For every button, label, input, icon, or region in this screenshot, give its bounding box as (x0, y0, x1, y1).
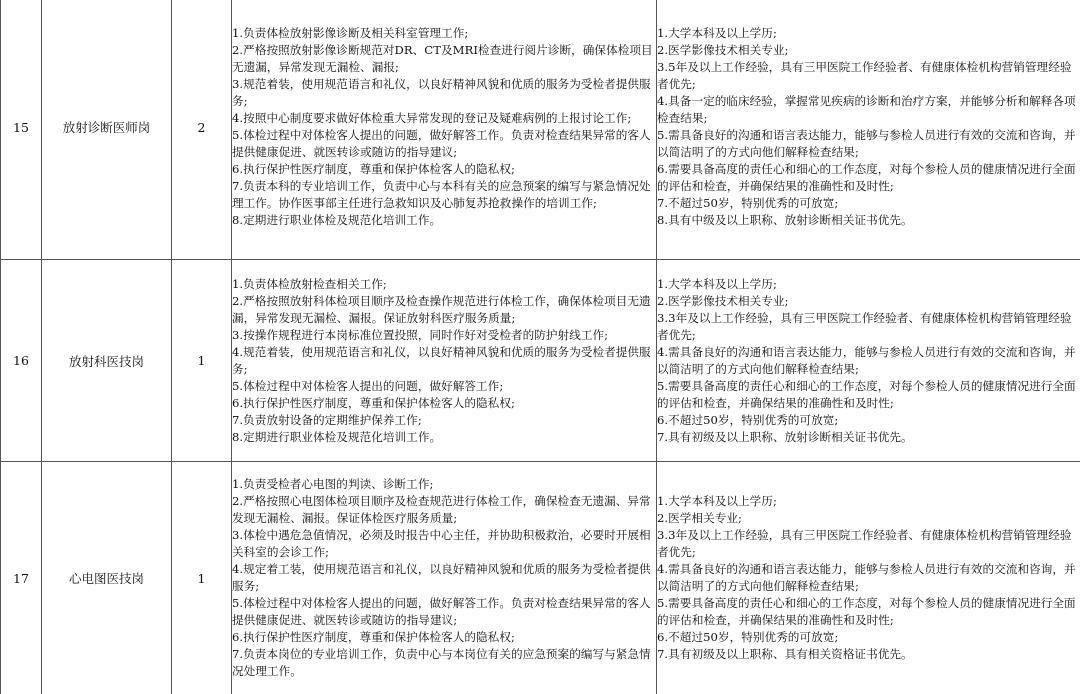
duty-item: 4.规定着工装，使用规范语言和礼仪，以良好精神风貌和优质的服务为受检者提供服务; (232, 562, 651, 593)
duty-item: 1.负责受检者心电图的判读、诊断工作; (232, 477, 434, 491)
job-duties-list (232, 276, 656, 446)
row-number: 17 (1, 462, 42, 694)
position-name: 放射诊断医师岗 (42, 0, 172, 260)
requirement-item: 4.具备一定的临床经验，掌握常见疾病的诊断和治疗方案，并能够分析和解释各项检查结果; (657, 94, 1076, 125)
duty-item: 7.负责本科的专业培训工作，负责中心与本科有关的应急预案的编写与紧急情况处理工作。协作医事部主任进行急救知识及心肺复苏抢救操作的培训工作; (232, 179, 651, 210)
duty-item: 5.体检过程中对体检客人提出的问题，做好解答工作; (232, 378, 504, 393)
job-requirements-cell (657, 260, 1080, 462)
requirement-item: 7.不超过50岁，特别优秀的可放宽; (657, 196, 839, 210)
duty-item: 1.负责体检放射影像诊断及相关科室管理工作; (232, 26, 469, 40)
requirement-item: 5.需具备良好的沟通和语言表达能力，能够与参检人员进行有效的交流和咨询，并以简洁明了的方式向他们解释检查结果; (657, 128, 1076, 159)
duty-item: 3.按操作规程进行本岗标准位置投照，同时作好对受检者的防护射线工作; (232, 327, 609, 342)
duty-item: 6.执行保护性医疗制度，尊重和保护体检客人的隐私权; (232, 630, 515, 644)
requirement-item: 3.3年及以上工作经验，具有三甲医院工作经验者、有健康体检机构营销管理经验者优先; (657, 528, 1072, 559)
duty-item: 2.严格按照心电图体检项目顺序及检查规范进行体检工作，确保检查无遗漏、异常发现无漏检、漏报。保证体检医疗服务质量; (232, 494, 651, 525)
row-number: 16 (1, 260, 42, 462)
requirement-item: 1.大学本科及以上学历; (657, 26, 777, 40)
headcount: 2 (172, 0, 232, 260)
requirement-item: 1.大学本科及以上学历; (657, 494, 777, 508)
headcount: 1 (172, 462, 232, 694)
requirement-item: 5.需要具备高度的责任心和细心的工作态度，对每个参检人员的健康情况进行全面的评估和检查，并确保结果的准确性和及时性; (657, 378, 1076, 410)
job-requirements-list (657, 493, 1080, 663)
requirement-item: 6.不超过50岁，特别优秀的可放宽; (657, 630, 839, 644)
duty-item: 8.定期进行职业体检及规范化培训工作。 (232, 429, 442, 444)
requirement-item: 4.需具备良好的沟通和语言表达能力，能够与参检人员进行有效的交流和咨询，并以简洁明了的方式向他们解释检查结果; (657, 562, 1076, 593)
requirement-item: 2.医学相关专业; (657, 511, 742, 525)
requirement-item: 5.需要具备高度的责任心和细心的工作态度，对每个参检人员的健康情况进行全面的评估和检查，并确保结果的准确性和及时性; (657, 596, 1076, 627)
duty-item: 5.体检过程中对体检客人提出的问题，做好解答工作。负责对检查结果异常的客人提供健康促进、就医转诊或随访的指导建议; (232, 128, 651, 159)
requirement-item: 3.5年及以上工作经验，具有三甲医院工作经验者、有健康体检机构营销管理经验者优先; (657, 60, 1072, 91)
job-requirements-list (657, 25, 1080, 229)
requirement-item: 6.不超过50岁，特别优秀的可放宽; (657, 412, 839, 427)
job-duties-cell (232, 462, 657, 694)
job-requirements-cell (657, 462, 1080, 694)
requirement-item: 2.医学影像技术相关专业; (657, 293, 789, 308)
requirement-item: 6.需要具备高度的责任心和细心的工作态度，对每个参检人员的健康情况进行全面的评估和检查，并确保结果的准确性和及时性; (657, 162, 1076, 193)
table-row (1, 462, 1080, 694)
job-duties-cell (232, 0, 657, 260)
table-row (1, 260, 1080, 462)
headcount: 1 (172, 260, 232, 462)
table-row (1, 0, 1080, 260)
duty-item: 8.定期进行职业体检及规范化培训工作。 (232, 213, 442, 227)
requirement-item: 7.具有初级及以上职称、具有相关资格证书优先。 (657, 647, 913, 661)
duty-item: 3.规范着装，使用规范语言和礼仪，以良好精神风貌和优质的服务为受检者提供服务; (232, 77, 651, 108)
requirement-item: 3.3年及以上工作经验，具有三甲医院工作经验者、有健康体检机构营销管理经验者优先; (657, 310, 1072, 342)
duty-item: 2.严格按照放射科体检项目顺序及检查操作规范进行体检工作，确保体检项目无遗漏，异常发现无漏检、漏报。保证放射科医疗服务质量; (232, 293, 651, 325)
duty-item: 4.按照中心制度要求做好体检重大异常发现的登记及疑难病例的上报讨论工作; (232, 111, 632, 125)
duty-item: 7.负责放射设备的定期维护保养工作; (232, 412, 422, 427)
job-requirements-cell (657, 0, 1080, 260)
requirement-item: 2.医学影像技术相关专业; (657, 43, 789, 57)
row-number: 15 (1, 0, 42, 260)
duty-item: 3.体检中遇危急值情况，必须及时报告中心主任，并协助积极救治，必要时开展相关科室的会诊工作; (232, 528, 651, 559)
duty-item: 4.规范着装，使用规范语言和礼仪，以良好精神风貌和优质的服务为受检者提供服务; (232, 344, 651, 376)
duty-item: 7.负责本岗位的专业培训工作，负责中心与本岗位有关的应急预案的编写与紧急情况处理工作。 (232, 647, 651, 678)
requirement-item: 4.需具备良好的沟通和语言表达能力，能够与参检人员进行有效的交流和咨询，并以简洁明了的方式向他们解释检查结果; (657, 344, 1076, 376)
position-name: 放射科医技岗 (42, 260, 172, 462)
job-duties-list (232, 476, 656, 680)
job-duties-cell (232, 260, 657, 462)
requirement-item: 1.大学本科及以上学历; (657, 276, 777, 291)
job-duties-list (232, 25, 656, 229)
duty-item: 6.执行保护性医疗制度，尊重和保护体检客人的隐私权; (232, 395, 515, 410)
requirement-item: 8.具有中级及以上职称、放射诊断相关证书优先。 (657, 213, 913, 227)
duty-item: 6.执行保护性医疗制度，尊重和保护体检客人的隐私权; (232, 162, 515, 176)
duty-item: 2.严格按照放射影像诊断规范对DR、CT及MRI检查进行阅片诊断，确保体检项目无遗漏，异常发现无漏检、漏报; (232, 43, 653, 74)
duty-item: 5.体检过程中对体检客人提出的问题，做好解答工作。负责对检查结果异常的客人提供健康促进、就医转诊或随访的指导建议; (232, 596, 651, 627)
position-name: 心电图医技岗 (42, 462, 172, 694)
duty-item: 1.负责体检放射检查相关工作; (232, 276, 387, 291)
requirement-item: 7.具有初级及以上职称、放射诊断相关证书优先。 (657, 429, 913, 444)
job-requirements-list (657, 276, 1080, 446)
